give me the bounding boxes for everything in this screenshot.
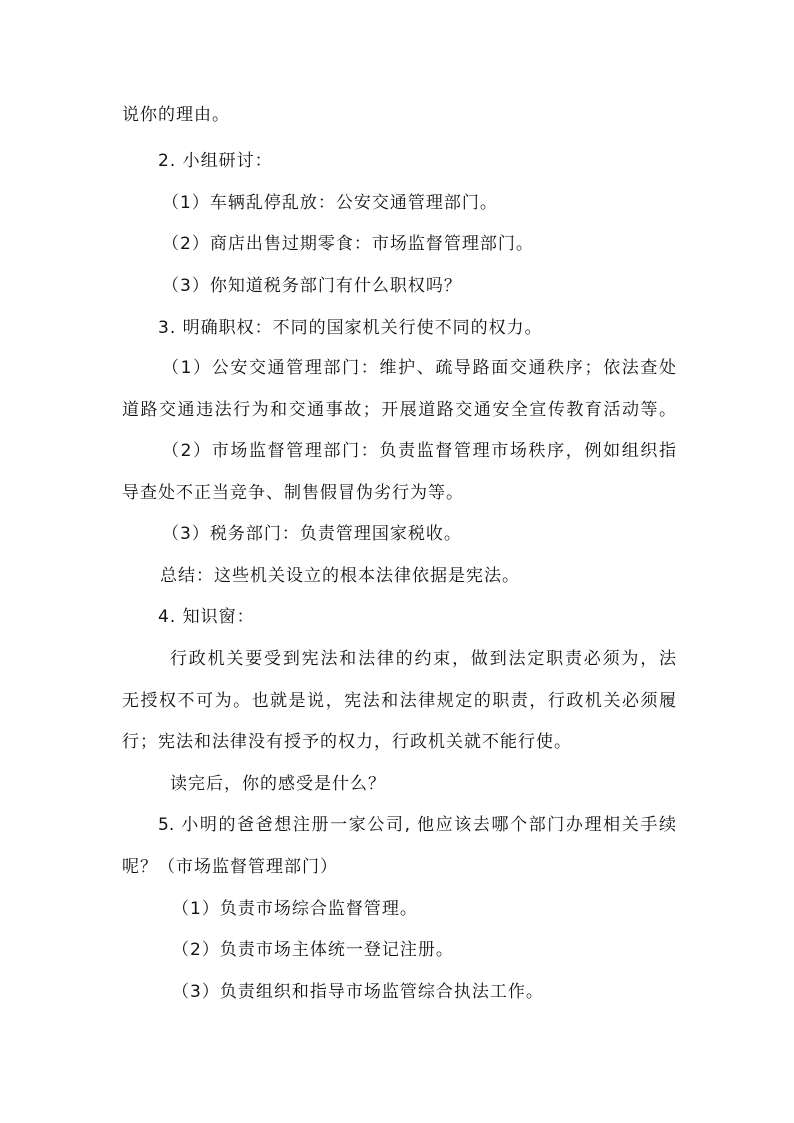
paragraph-line: （1）公安交通管理部门：维护、疏导路面交通秩序；依法查处	[162, 358, 676, 378]
list-item: （3）税务部门：负责管理国家税收。	[162, 524, 462, 544]
paragraph-line: 导查处不正当竞争、制售假冒伪劣行为等。	[122, 483, 464, 503]
section-heading: 2. 小组研讨：	[158, 151, 273, 171]
list-item: （3）负责组织和指导市场监管综合执法工作。	[172, 982, 544, 1002]
list-item: （2）商店出售过期零食：市场监督管理部门。	[162, 234, 534, 254]
paragraph-line: （2）市场监督管理部门：负责监督管理市场秩序，例如组织指	[162, 441, 676, 461]
paragraph-line: 行政机关要受到宪法和法律的约束，做到法定职责必须为，法	[170, 649, 676, 669]
paragraph-line: 道路交通违法行为和交通事故；开展道路交通安全宣传教育活动等。	[122, 400, 676, 420]
list-item: （2）负责市场主体统一登记注册。	[172, 940, 454, 960]
section-heading: 4. 知识窗：	[158, 607, 255, 627]
paragraph-line: 说你的理由。	[122, 105, 230, 125]
summary-line: 总结：这些机关设立的根本法律依据是宪法。	[160, 566, 520, 586]
section-heading: 5. 小明的爸爸想注册一家公司, 他应该去哪个部门办理相关手续	[158, 815, 676, 835]
list-item: （3）你知道税务部门有什么职权吗？	[162, 276, 462, 296]
paragraph-line: 呢？（市场监督管理部门）	[122, 857, 338, 877]
list-item: （1）负责市场综合监督管理。	[172, 899, 418, 919]
paragraph-line: 无授权不可为。也就是说，宪法和法律规定的职责，行政机关必须履	[122, 691, 676, 711]
list-item: （1）车辆乱停乱放：公安交通管理部门。	[162, 193, 498, 213]
question-line: 读完后，你的感受是什么？	[170, 774, 386, 794]
section-heading: 3. 明确职权：不同的国家机关行使不同的权力。	[158, 318, 543, 338]
paragraph-line: 行；宪法和法律没有授予的权力，行政机关就不能行使。	[122, 732, 572, 752]
